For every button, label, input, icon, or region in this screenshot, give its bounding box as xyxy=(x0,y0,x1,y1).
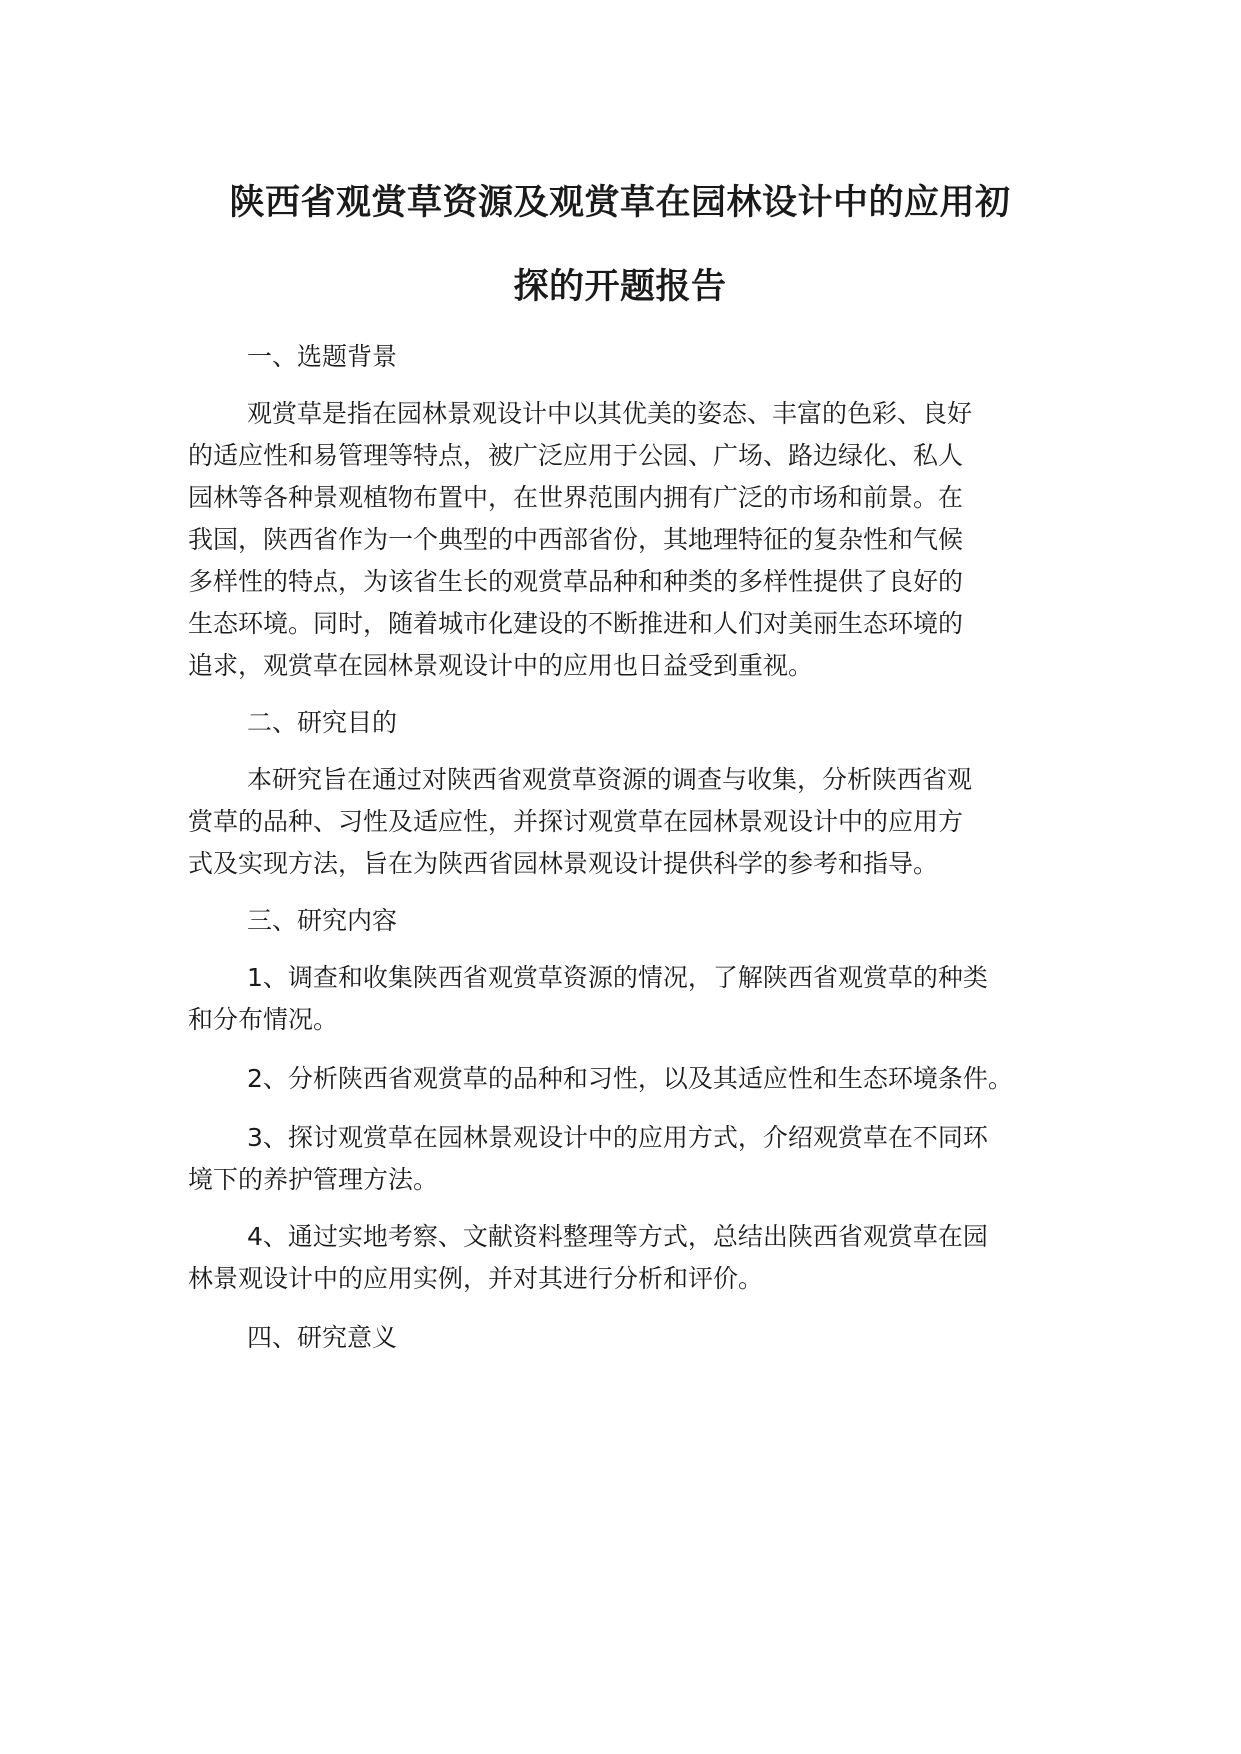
paragraph-line: 多样性的特点，为该省生长的观赏草品种和种类的多样性提供了良好的 xyxy=(188,567,964,596)
paragraph-line: 式及实现方法，旨在为陕西省园林景观设计提供科学的参考和指导。 xyxy=(188,849,939,878)
section-heading-background: 一、选题背景 xyxy=(247,342,398,371)
list-item-line: 和分布情况。 xyxy=(188,1005,339,1034)
list-item-line: 4、通过实地考察、文献资料整理等方式，总结出陕西省观赏草在园 xyxy=(247,1222,988,1251)
section-heading-purpose: 二、研究目的 xyxy=(247,708,398,737)
paragraph-line: 观赏草是指在园林景观设计中以其优美的姿态、丰富的色彩、良好 xyxy=(247,399,973,428)
document-title-line-2: 探的开题报告 xyxy=(513,267,727,307)
list-item-line: 境下的养护管理方法。 xyxy=(188,1165,439,1194)
section-heading-significance: 四、研究意义 xyxy=(247,1323,398,1352)
paragraph-line: 园林等各种景观植物布置中，在世界范围内拥有广泛的市场和前景。在 xyxy=(188,483,964,512)
list-item-line: 1、调查和收集陕西省观赏草资源的情况，了解陕西省观赏草的种类 xyxy=(247,963,988,992)
document-title-line-1: 陕西省观赏草资源及观赏草在园林设计中的应用初 xyxy=(229,183,1011,223)
paragraph-line: 本研究旨在通过对陕西省观赏草资源的调查与收集，分析陕西省观 xyxy=(247,765,973,794)
list-item-line: 林景观设计中的应用实例，并对其进行分析和评价。 xyxy=(188,1264,764,1293)
paragraph-line: 的适应性和易管理等特点，被广泛应用于公园、广场、路边绿化、私人 xyxy=(188,441,964,470)
paragraph-line: 我国，陕西省作为一个典型的中西部省份，其地理特征的复杂性和气候 xyxy=(188,525,964,554)
paragraph-line: 赏草的品种、习性及适应性，并探讨观赏草在园林景观设计中的应用方 xyxy=(188,807,964,836)
paragraph-line: 生态环境。同时，随着城市化建设的不断推进和人们对美丽生态环境的 xyxy=(188,609,964,638)
section-heading-content: 三、研究内容 xyxy=(247,906,398,935)
paragraph-line: 追求，观赏草在园林景观设计中的应用也日益受到重视。 xyxy=(188,651,814,680)
list-item-line: 2、分析陕西省观赏草的品种和习性，以及其适应性和生态环境条件。 xyxy=(247,1064,1013,1093)
list-item-line: 3、探讨观赏草在园林景观设计中的应用方式，介绍观赏草在不同环 xyxy=(247,1123,988,1152)
